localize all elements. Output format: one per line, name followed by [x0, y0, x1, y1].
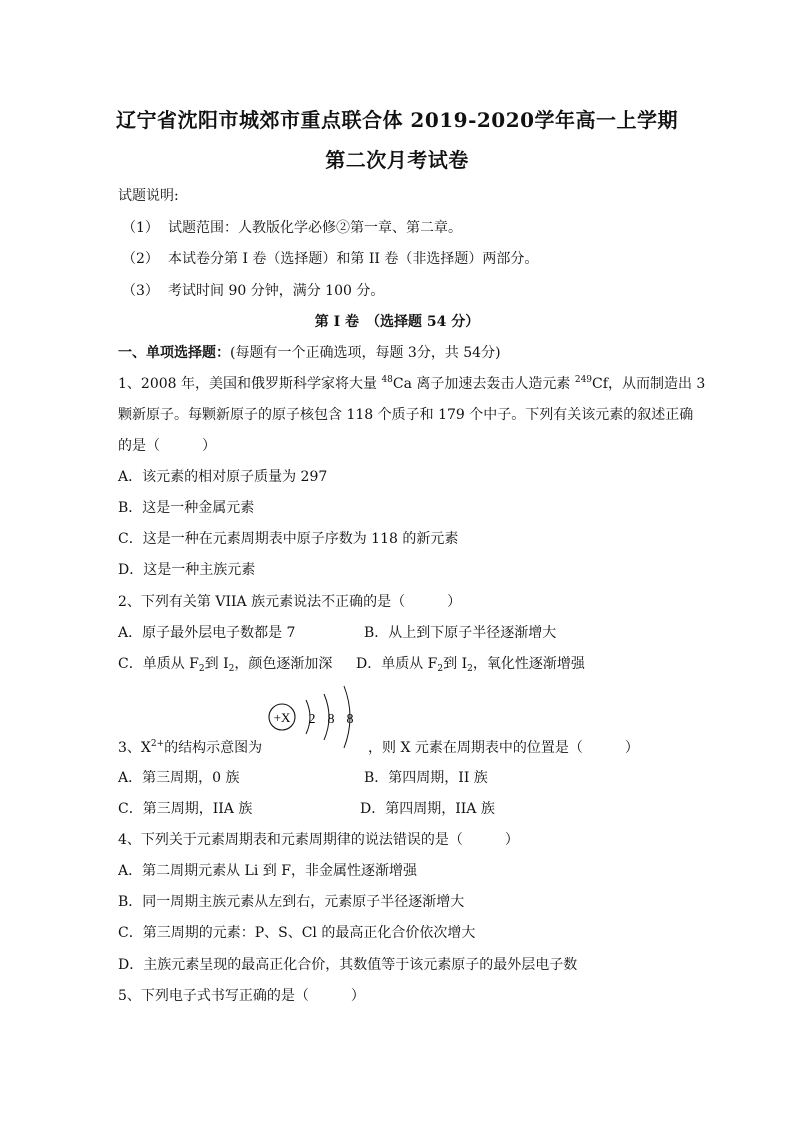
q3-text: 的结构示意图为 — [164, 740, 263, 756]
part-heading — [118, 343, 501, 363]
part-description: (每题有一个正确选项，每题 3分，共 54分) — [230, 345, 501, 361]
q2-text: ，颜色逐渐加深 — [234, 656, 333, 672]
q5-stem: 5、下列电子式书写正确的是（ ） — [118, 988, 365, 1004]
exam-title-line2: 第二次月考试卷 — [325, 148, 469, 172]
q2-text: 到 I — [443, 656, 468, 672]
note-item-3 — [122, 281, 384, 301]
q2-text: D．单质从 F — [356, 656, 438, 672]
q3-option-a: A．第三周期，0 族 — [118, 770, 240, 786]
note-number: （1） — [122, 220, 159, 236]
q4-option-b: B．同一周期主族元素从左到右，元素原子半径逐渐增大 — [118, 894, 465, 910]
q2-text: C．单质从 F — [118, 656, 199, 672]
q2-subscript: 2 — [437, 664, 444, 674]
q1-superscript: 249 — [574, 375, 593, 385]
q3-text: 3、X — [118, 740, 151, 756]
q1-text: Cf，从而制造出 3 — [592, 376, 706, 392]
q3-option-b: B．第四周期，II 族 — [364, 770, 488, 786]
note-text: 试题范围：人教版化学必修②第一章、第二章。 — [168, 220, 462, 236]
q1-option-d: D．这是一种主族元素 — [118, 562, 256, 578]
shell-electron-count: 8 — [346, 712, 354, 727]
q2-stem: 2、下列有关第 VIIA 族元素说法不正确的是（ ） — [118, 594, 462, 610]
shell-electron-count: 2 — [308, 712, 316, 727]
part-label: 一、单项选择题： — [118, 345, 230, 361]
q3-stem-continued: ，则 X 元素在周期表中的位置是（ ） — [368, 740, 639, 756]
q1-stem-line2: 颗新原子。每颗新原子的原子核包含 118 个质子和 179 个中子。下列有关该元素的叙述正确 — [118, 407, 694, 423]
q2-option-a: A．原子最外层电子数都是 7 — [118, 625, 296, 641]
q1-stem-line3: 的是（ ） — [118, 438, 216, 454]
note-text: 本试卷分第 I 卷（选择题）和第 II 卷（非选择题）两部分。 — [168, 251, 539, 267]
note-item-1 — [122, 218, 462, 238]
exam-title-line1: 辽宁省沈阳市城郊市重点联合体 2019-2020学年高一上学期 — [115, 108, 679, 132]
q4-option-a: A．第二周期元素从 Li 到 F，非金属性逐渐增强 — [118, 863, 417, 879]
note-text: 考试时间 90 分钟，满分 100 分。 — [168, 283, 385, 299]
q2-option-d — [356, 654, 585, 674]
q3-option-d: D．第四周期，IIA 族 — [360, 801, 495, 817]
shell-electron-count: 8 — [327, 712, 335, 727]
q2-option-c — [118, 654, 332, 674]
q2-text: ，氧化性逐渐增强 — [472, 656, 585, 672]
q2-subscript: 2 — [228, 664, 235, 674]
q3-stem — [118, 738, 262, 758]
q4-option-d: D．主族元素呈现的最高正化合价，其数值等于该元素原子的最外层电子数 — [118, 957, 578, 973]
q1-stem-line1 — [118, 374, 705, 394]
q2-subscript: 2 — [198, 664, 205, 674]
section-heading: 第 I 卷 （选择题 54 分） — [314, 314, 480, 330]
note-item-2 — [122, 249, 538, 269]
q2-text: 到 I — [204, 656, 229, 672]
q3-option-c: C．第三周期，IIA 族 — [118, 801, 253, 817]
q1-option-a: A．该元素的相对原子质量为 297 — [118, 469, 328, 485]
q1-option-b: B．这是一种金属元素 — [118, 500, 255, 516]
q1-text: Ca 离子加速去轰击人造元素 — [392, 376, 575, 392]
q1-text: 1、2008 年，美国和俄罗斯科学家将大量 — [118, 376, 382, 392]
atomic-structure-diagram — [262, 684, 372, 754]
note-number: （3） — [122, 283, 159, 299]
nucleus-label: +X — [273, 710, 291, 725]
notes-heading: 试题说明: — [118, 188, 179, 204]
q2-option-b: B．从上到下原子半径逐渐增大 — [364, 625, 557, 641]
q2-subscript: 2 — [467, 664, 473, 674]
q1-option-c: C．这是一种在元素周期表中原子序数为 118 的新元素 — [118, 531, 459, 547]
q1-superscript: 48 — [381, 375, 393, 385]
q4-option-c: C．第三周期的元素：P、S、Cl 的最高正化合价依次增大 — [118, 925, 476, 941]
q4-stem: 4、下列关于元素周期表和元素周期律的说法错误的是（ ） — [118, 832, 519, 848]
q3-superscript: 2+ — [150, 739, 165, 749]
note-number: （2） — [122, 251, 159, 267]
